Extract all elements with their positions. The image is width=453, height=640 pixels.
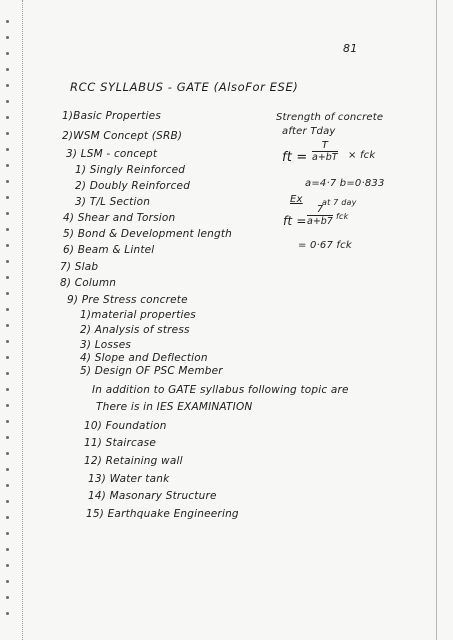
ies-topic-item: 11) Staircase bbox=[84, 437, 156, 449]
ies-intro-line: There is in IES EXAMINATION bbox=[96, 401, 253, 413]
binding-hole bbox=[6, 516, 9, 519]
ies-topic-item: 10) Foundation bbox=[84, 420, 167, 432]
binding-hole bbox=[6, 388, 9, 391]
binding-hole bbox=[6, 308, 9, 311]
binding-hole bbox=[6, 148, 9, 151]
binding-hole bbox=[6, 340, 9, 343]
example-numerator: 7 bbox=[307, 204, 333, 216]
page-number: 81 bbox=[343, 42, 358, 55]
formula-tail: × fck bbox=[348, 150, 376, 161]
binding-hole bbox=[6, 500, 9, 503]
topic-item: 9) Pre Stress concrete bbox=[67, 294, 188, 306]
binding-hole bbox=[6, 244, 9, 247]
formula-fraction bbox=[312, 140, 338, 163]
ies-intro-line: In addition to GATE syllabus following topic are bbox=[92, 384, 349, 396]
binding-hole bbox=[6, 580, 9, 583]
subtopic-item: 3) T/L Section bbox=[75, 196, 151, 208]
binding-hole bbox=[6, 132, 9, 135]
example-lhs: ft = bbox=[283, 214, 307, 228]
subtopic-item: 2) Analysis of stress bbox=[80, 324, 190, 336]
formula-constants: a=4·7 b=0·833 bbox=[305, 178, 385, 189]
binding-hole bbox=[6, 164, 9, 167]
binding-hole bbox=[6, 260, 9, 263]
topic-item: 7) Slab bbox=[60, 261, 99, 273]
binding-hole bbox=[6, 420, 9, 423]
topic-item: 3) LSM - concept bbox=[66, 148, 158, 160]
binding-hole bbox=[6, 356, 9, 359]
binding-hole bbox=[6, 484, 9, 487]
binding-hole bbox=[6, 532, 9, 535]
topic-item: 2)WSM Concept (SRB) bbox=[62, 130, 183, 142]
binding-hole bbox=[6, 68, 9, 71]
binding-hole bbox=[6, 372, 9, 375]
ies-topic-item: 15) Earthquake Engineering bbox=[86, 508, 239, 520]
binding-hole bbox=[6, 564, 9, 567]
binding-hole bbox=[6, 468, 9, 471]
formula-lhs: ft = bbox=[282, 150, 308, 165]
spiral-binding bbox=[6, 20, 14, 620]
page-title: RCC SYLLABUS - GATE (AlsoFor ESE) bbox=[70, 80, 299, 94]
topic-item: 1)Basic Properties bbox=[62, 110, 161, 122]
example-tail: fck bbox=[336, 212, 349, 221]
binding-hole bbox=[6, 180, 9, 183]
topic-item: 5) Bond & Development length bbox=[63, 228, 233, 240]
margin-line bbox=[22, 0, 23, 640]
side-note-line: after Tday bbox=[282, 126, 336, 137]
subtopic-item: 4) Slope and Deflection bbox=[80, 352, 208, 364]
formula-denominator: a+bT bbox=[312, 152, 338, 163]
binding-hole bbox=[6, 324, 9, 327]
binding-hole bbox=[6, 196, 9, 199]
formula-numerator: T bbox=[312, 140, 338, 152]
subtopic-item: 3) Losses bbox=[80, 339, 132, 351]
binding-hole bbox=[6, 84, 9, 87]
example-day: at 7 day bbox=[322, 198, 357, 207]
ies-topic-item: 14) Masonary Structure bbox=[88, 490, 217, 502]
example-denominator: a+b7 bbox=[307, 216, 333, 227]
binding-hole bbox=[6, 452, 9, 455]
binding-hole bbox=[6, 436, 9, 439]
subtopic-item: 1) Singly Reinforced bbox=[75, 164, 186, 176]
ies-topic-item: 13) Water tank bbox=[88, 473, 170, 485]
example-fraction bbox=[307, 204, 333, 227]
example-result: = 0·67 fck bbox=[298, 240, 352, 251]
subtopic-item: 2) Doubly Reinforced bbox=[75, 180, 191, 192]
topic-item: 8) Column bbox=[60, 277, 117, 289]
example-label: Ex bbox=[290, 194, 303, 205]
subtopic-item: 5) Design OF PSC Member bbox=[80, 365, 223, 377]
binding-hole bbox=[6, 292, 9, 295]
binding-hole bbox=[6, 20, 9, 23]
binding-hole bbox=[6, 276, 9, 279]
binding-hole bbox=[6, 212, 9, 215]
binding-hole bbox=[6, 100, 9, 103]
binding-hole bbox=[6, 548, 9, 551]
binding-hole bbox=[6, 36, 9, 39]
ies-topic-item: 12) Retaining wall bbox=[84, 455, 183, 467]
right-margin-line bbox=[436, 0, 437, 640]
binding-hole bbox=[6, 52, 9, 55]
topic-item: 4) Shear and Torsion bbox=[63, 212, 176, 224]
topic-item: 6) Beam & Lintel bbox=[63, 244, 155, 256]
subtopic-item: 1)material properties bbox=[80, 309, 196, 321]
binding-hole bbox=[6, 596, 9, 599]
binding-hole bbox=[6, 404, 9, 407]
side-note-line: Strength of concrete bbox=[276, 112, 384, 123]
binding-hole bbox=[6, 116, 9, 119]
binding-hole bbox=[6, 228, 9, 231]
binding-hole bbox=[6, 612, 9, 615]
